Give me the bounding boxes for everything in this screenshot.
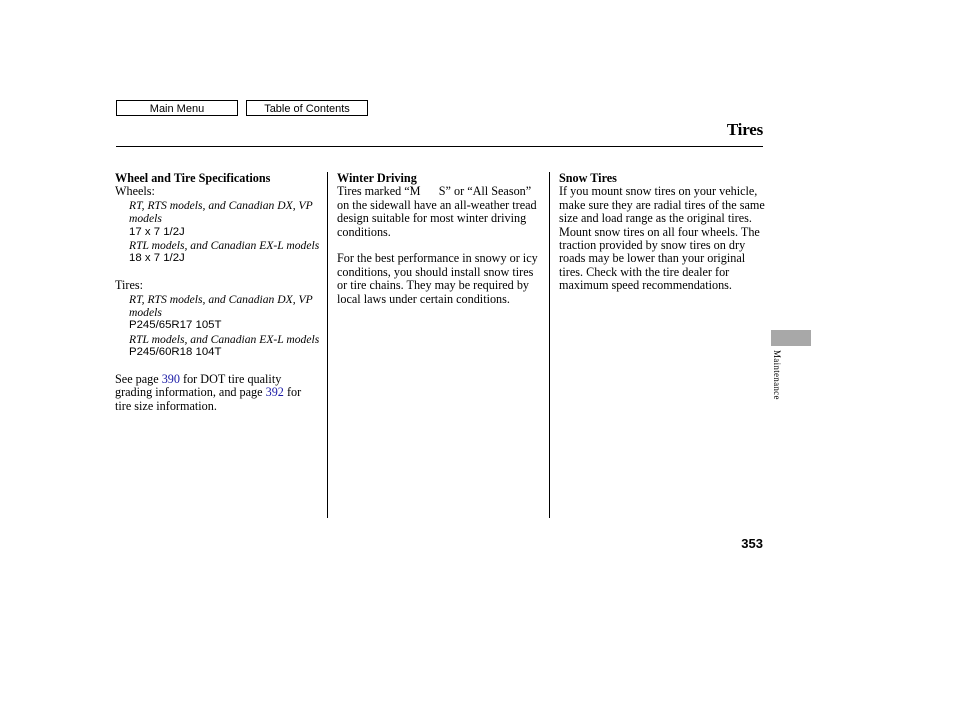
tires-size-2: P245/60R18 104T	[129, 346, 222, 359]
snow-tires-para: If you mount snow tires on your vehicle, make sure they are radial tires of the same size and load range as the original tires. Mount snow tires on all four wheels. The traction provided by snow tires on dry roads may be lower than your original tires. Check with the tire dealer for maximum speed recommendations.	[559, 184, 765, 293]
tires-label: Tires:	[115, 278, 143, 293]
column-divider-2	[549, 172, 550, 518]
specifications-heading: Wheel and Tire Specifications	[115, 171, 271, 185]
see-text-3: for tire size information.	[115, 385, 302, 413]
tires-model-2: RTL models, and Canadian EX-L models	[129, 332, 320, 346]
page-title: Tires	[726, 120, 763, 139]
tires-model-1: RT, RTS models, and Canadian DX, VP models	[129, 292, 313, 320]
column-divider-1	[327, 172, 328, 518]
section-tab-label: Maintenance	[772, 350, 782, 400]
wheels-model-2: RTL models, and Canadian EX-L models	[129, 239, 320, 253]
see-page-paragraph	[115, 373, 320, 413]
wheels-size-1: 17 x 7 1/2J	[129, 225, 185, 238]
winter-driving-para-2: For the best performance in snowy or icy conditions, you should install snow tires or tire chains. They may be required by local laws under certain conditions.	[337, 251, 538, 306]
see-text-2: for DOT tire quality grading information, and page	[115, 372, 282, 400]
header-rule	[116, 146, 763, 147]
table-of-contents-button[interactable]: Table of Contents	[246, 100, 368, 116]
snow-tires-column	[559, 172, 767, 293]
page-392-link[interactable]: 392	[265, 385, 284, 400]
snow-tires-heading: Snow Tires	[559, 171, 617, 185]
page-390-link[interactable]: 390	[161, 372, 180, 387]
section-tab	[771, 330, 811, 346]
page-number: 353	[741, 536, 763, 551]
wheels-model-1: RT, RTS models, and Canadian DX, VP models	[129, 198, 313, 226]
tires-size-1: P245/65R17 105T	[129, 319, 222, 332]
winter-driving-heading: Winter Driving	[337, 171, 417, 185]
main-menu-button[interactable]: Main Menu	[116, 100, 238, 116]
specifications-column	[115, 172, 320, 413]
see-text-1: See page	[115, 372, 162, 387]
wheels-size-2: 18 x 7 1/2J	[129, 252, 185, 265]
winter-driving-column	[337, 172, 542, 306]
winter-driving-para-1: Tires marked “M S” or “All Season” on the sidewall have an all-weather tread design suitable for most winter driving conditions.	[337, 184, 540, 239]
wheels-label: Wheels:	[115, 184, 155, 199]
